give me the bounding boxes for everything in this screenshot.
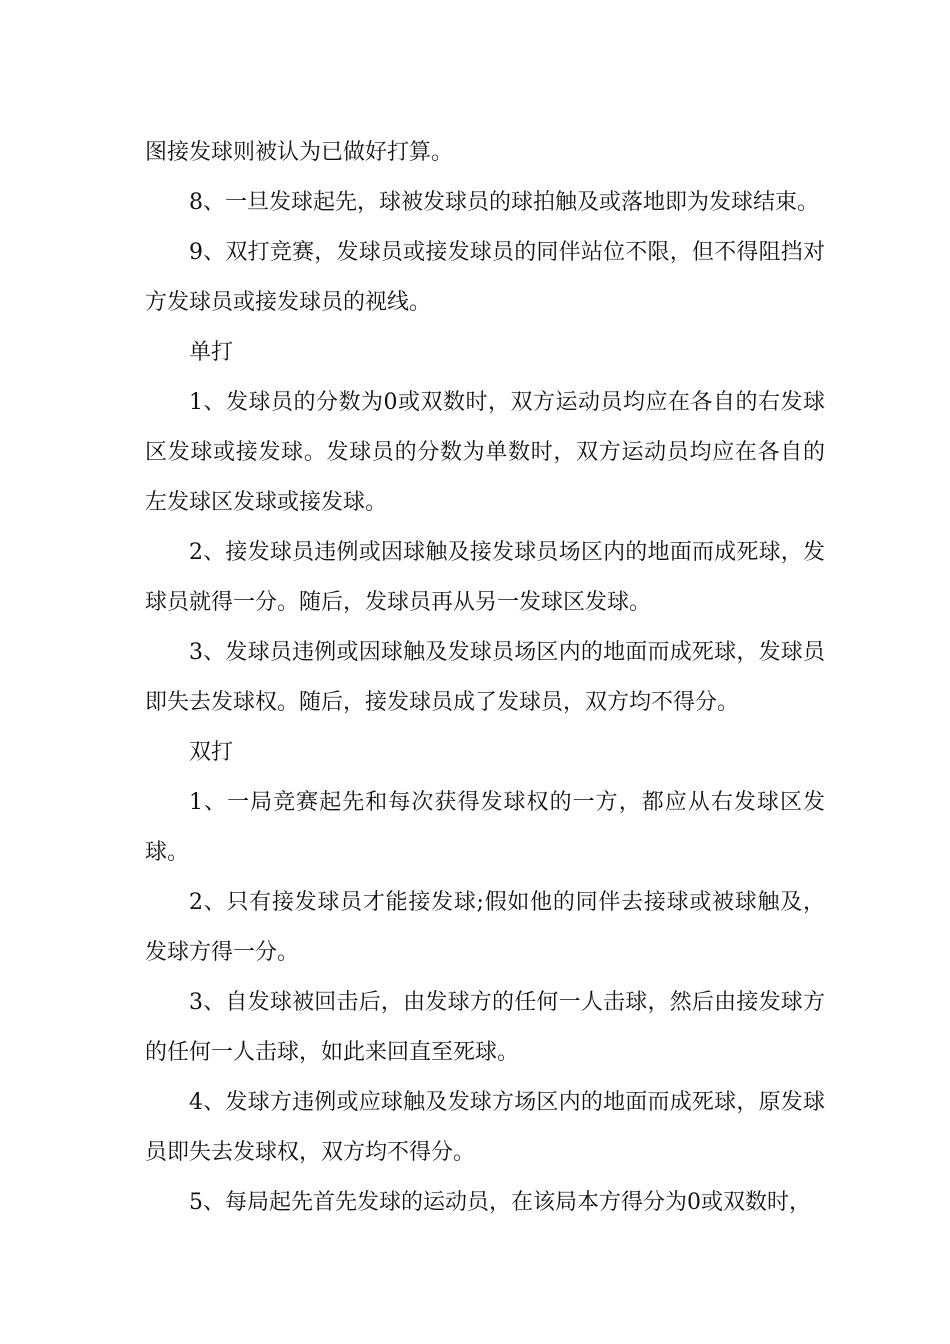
paragraph-doubles-5: 5、每局起先首先发球的运动员，在该局本方得分为0或双数时， <box>189 1190 811 1215</box>
section-heading-singles: 单打 <box>189 340 234 365</box>
paragraph-continuation: 图接发球则被认为已做好打算。 <box>145 140 454 165</box>
paragraph-doubles-4: 4、发球方违例或应球触及发球方场区内的地面而成死球，原发球员即失去发球权，双方均不得分。 <box>145 1090 825 1165</box>
paragraph-singles-3: 3、发球员违例或因球触及发球员场区内的地面而成死球，发球员即失去发球权。随后，接发球员成了发球员，双方均不得分。 <box>145 640 825 715</box>
paragraph-singles-2: 2、接发球员违例或因球触及接发球员场区内的地面而成死球，发球员就得一分。随后，发球员再从另一发球区发球。 <box>145 540 825 615</box>
paragraph-doubles-1: 1、一局竞赛起先和每次获得发球权的一方，都应从右发球区发球。 <box>145 790 825 865</box>
paragraph-doubles-3: 3、自发球被回击后，由发球方的任何一人击球，然后由接发球方的任何一人击球，如此来回直至死球。 <box>145 990 825 1065</box>
paragraph-singles-1: 1、发球员的分数为0或双数时，双方运动员均应在各自的右发球区发球或接发球。发球员的分数为单数时，双方运动员均应在各自的左发球区发球或接发球。 <box>145 390 825 515</box>
section-heading-doubles: 双打 <box>189 740 234 765</box>
paragraph-rule-9: 9、双打竞赛，发球员或接发球员的同伴站位不限，但不得阻挡对方发球员或接发球员的视线。 <box>145 240 825 315</box>
paragraph-rule-8: 8、一旦发球起先，球被发球员的球拍触及或落地即为发球结束。 <box>189 190 819 215</box>
paragraph-doubles-2: 2、只有接发球员才能接发球;假如他的同伴去接球或被球触及，发球方得一分。 <box>145 890 825 965</box>
document-body <box>145 128 825 1228</box>
